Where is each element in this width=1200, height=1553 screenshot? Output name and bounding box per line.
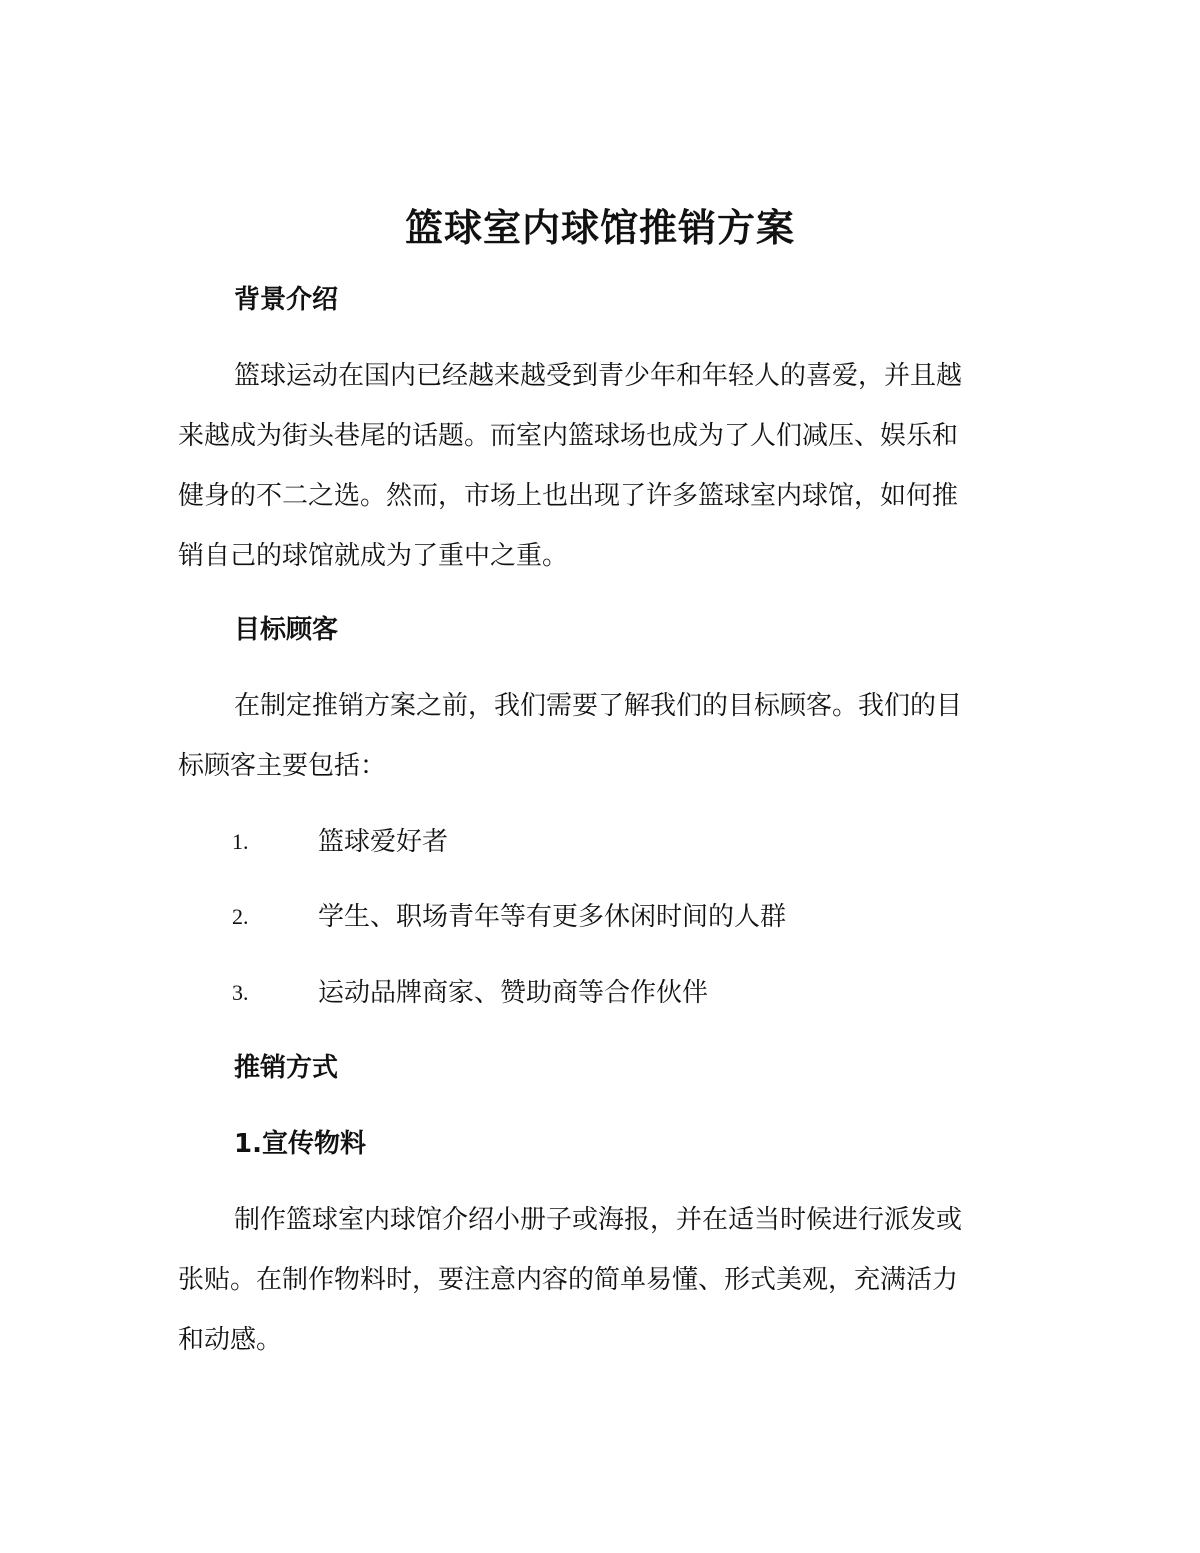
- list-text: 运动品牌商家、赞助商等合作伙伴: [318, 978, 709, 1008]
- list-number: 2.: [232, 904, 249, 929]
- paragraph-line: 标顾客主要包括：: [178, 751, 387, 781]
- paragraph-line: 篮球运动在国内已经越来越受到青少年和年轻人的喜爱，并且越: [234, 361, 963, 391]
- list-text: 篮球爱好者: [318, 827, 449, 857]
- paragraph-line: 健身的不二之选。然而，市场上也出现了许多篮球室内球馆，如何推: [178, 481, 959, 511]
- section-heading-methods: 推销方式: [234, 1053, 339, 1083]
- paragraph-line: 来越成为街头巷尾的话题。而室内篮球场也成为了人们减压、娱乐和: [178, 421, 959, 451]
- paragraph-line: 在制定推销方案之前，我们需要了解我们的目标顾客。我们的目: [234, 691, 963, 721]
- document-title: 篮球室内球馆推销方案: [404, 206, 795, 250]
- list-item: [0, 897, 1200, 937]
- paragraph-line: 销自己的球馆就成为了重中之重。: [178, 541, 569, 571]
- target-paragraph: [178, 676, 1002, 796]
- list-number: 3.: [232, 980, 249, 1005]
- section-heading-target: 目标顾客: [234, 615, 339, 645]
- list-number: 1.: [232, 829, 249, 854]
- list-item: [0, 973, 1200, 1013]
- materials-paragraph: [178, 1190, 1002, 1370]
- paragraph-line: 张贴。在制作物料时，要注意内容的简单易懂、形式美观，充满活力: [178, 1265, 959, 1295]
- list-text: 学生、职场青年等有更多休闲时间的人群: [318, 902, 787, 932]
- paragraph-line: 制作篮球室内球馆介绍小册子或海报，并在适当时候进行派发或: [234, 1205, 963, 1235]
- background-paragraph: [178, 346, 1002, 586]
- paragraph-line: 和动感。: [178, 1325, 283, 1355]
- section-heading-background: 背景介绍: [234, 285, 339, 315]
- subsection-heading-materials: 1.宣传物料: [234, 1129, 366, 1159]
- list-item: [0, 822, 1200, 862]
